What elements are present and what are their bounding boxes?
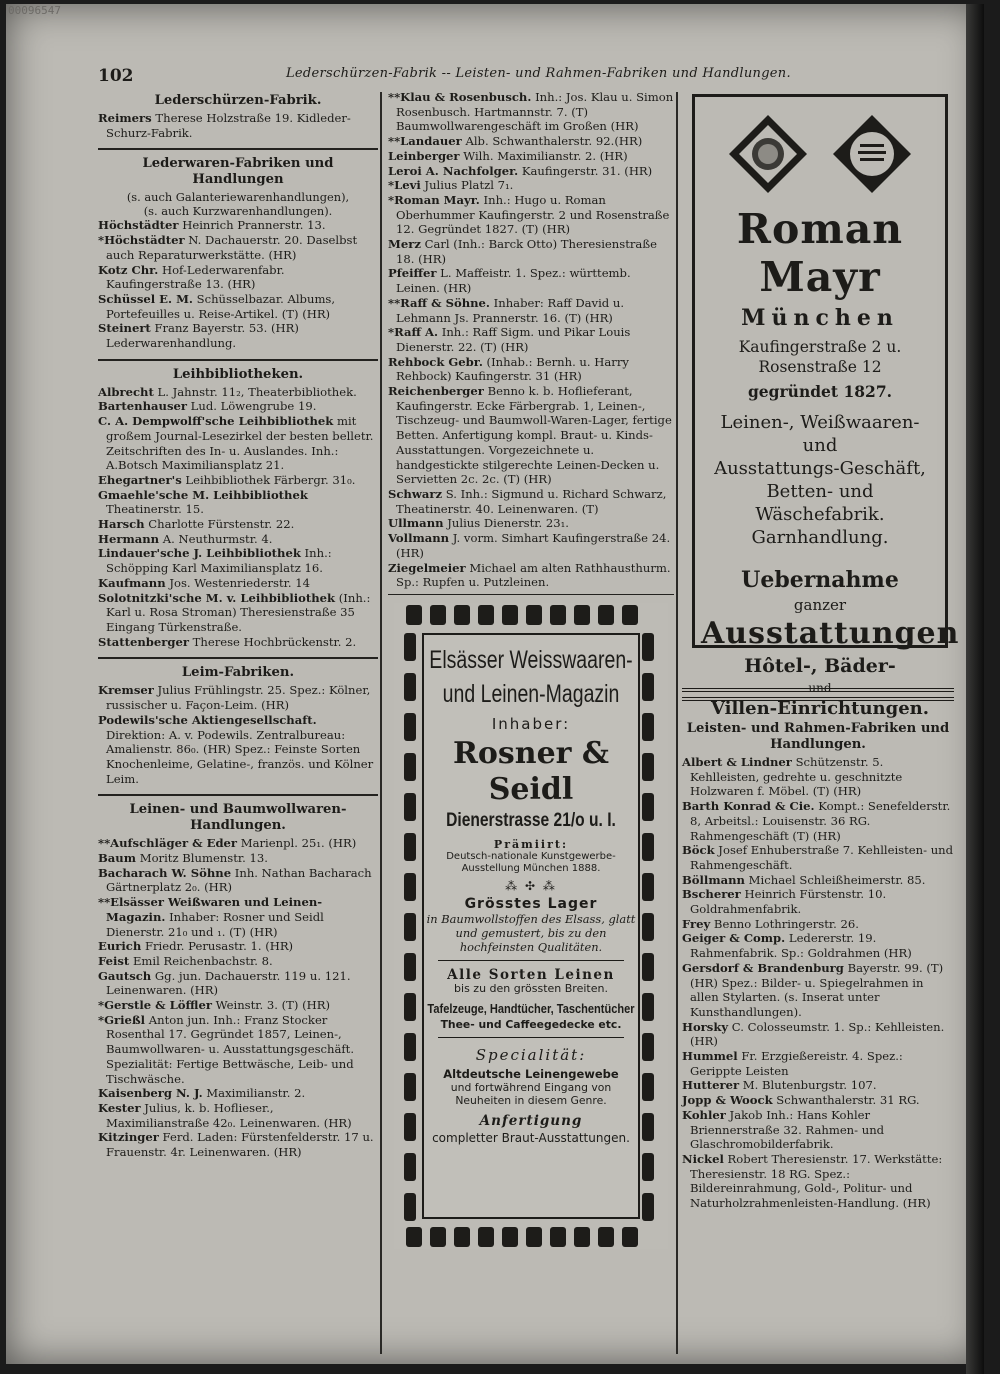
directory-entry [98,713,378,787]
frame-ornament [404,1153,416,1181]
directory-entry [388,134,674,149]
ad-text: Tafelzeuge, Handtücher, Taschentücher [427,1000,635,1016]
ad-text: und [808,681,832,695]
frame-ornament [404,673,416,701]
frame-ornament [642,913,654,941]
directory-entry [682,755,954,799]
entry-name: Pfeiffer [388,266,437,281]
frame-ornament [598,605,614,625]
ad-desc: Ausstattungs-Geschäft, [714,458,926,479]
entry-name: **Landauer [388,134,462,149]
directory-entry [98,111,378,140]
directory-entry [388,237,674,266]
entry-text: L. Maffeistr. 1. Spez.: württemb. Leinen. (HR) [396,266,631,296]
ad-text: Deutsch-nationale Kunstgewerbe- [446,850,616,862]
entry-text: Michael am alten Rathhausthurm. Sp.: Rupfen u. Putzleinen. [396,560,671,590]
directory-entry [682,1049,954,1078]
entry-name: *Levi [388,178,421,193]
directory-entry [388,164,674,179]
directory-entry [98,954,378,969]
directory-entry [98,532,378,547]
entry-name: Kaufmann [98,575,166,590]
frame-ornament [404,753,416,781]
ad-praemiirt: Prämiirt: [493,837,569,851]
entry-text: mit großem Journal-Lesezirkel der besten belletr. Zeitschriften des In- u. Auslandes. Inh.: A.Botsch Maximiliansplatz 21. [106,414,374,473]
entry-text: Julius Dienerstr. 23₁. [443,516,569,531]
entry-name: **Klau & Rosenbusch. [388,90,532,104]
entry-text: Inh. Nathan Bacharach Gärtnerplatz 2₀. (HR) [106,865,372,895]
entry-text: Benno k. b. Hoflieferant, Kaufingerstr. Ecke Färbergrab. 1, Leinen-, Tischzeug- und Baumwoll-Waren-Lager, fertige Betten. Anfertigung kompl. Braut- u. Kinds-Ausstattungen. Vorgezeichnete u. handgestickte stilgerechte Leinen-Decken u. Servietten 2c. 2c. (T) (HR) [396,384,672,487]
directory-entry [682,887,954,916]
entry-name: *Gerstle & Löffler [98,998,212,1013]
entry-name: Merz [388,237,421,252]
entry-text: Julius, k. b. Hoflieser., Maximilianstraße 42₀. Leinenwaren. (HR) [106,1100,352,1130]
medal-icon [727,113,809,195]
section-note: (s. auch Galanteriewarenhandlungen), [126,190,350,205]
entry-name: Leinberger [388,148,460,163]
entry-name: Höchstädter [98,218,179,233]
entry-name: Bscherer [682,887,741,902]
column-rule [676,92,678,1354]
frame-ornament [642,1193,654,1221]
frame-ornament [550,1227,566,1247]
ad-desc: Betten- und Wäschefabrik. [755,481,885,525]
directory-entry [98,233,378,262]
entry-name: Gmaehle'sche M. Leihbibliothek [98,487,308,502]
ad-text: und fortwährend Eingang von Neuheiten in diesem Genre. [450,1080,612,1107]
entry-text: Inh.: Jos. Klau u. Simon Rosenbusch. Hartmannstr. 7. (T) Baumwollwarengeschäft im Großen (HR) [396,90,674,134]
entry-text: M. Blutenburgstr. 107. [739,1078,877,1093]
directory-entry [682,1078,954,1093]
entry-text: Ferd. Laden: Fürstenfelderstr. 17 u. Frauenstr. 4r. Leinenwaren. (HR) [106,1130,374,1160]
directory-entry [388,193,674,237]
entry-text: Friedr. Perusastr. 1. (HR) [141,939,294,954]
frame-ornament [642,953,654,981]
medals [701,113,939,195]
directory-entry [98,998,378,1013]
ad-address: Kaufingerstraße 2 u. Rosenstraße 12 [738,338,902,376]
frame-ornament [622,1227,638,1247]
frame-ornament [404,953,416,981]
entry-name: Frey [682,916,711,931]
section-title: Leihbibliotheken. [172,366,304,382]
directory-entry [98,1086,378,1101]
entry-name: Feist [98,953,130,968]
entry-text: Inh.: Raff Sigm. und Pikar Louis Dienerstr. 22. (T) (HR) [396,325,631,354]
entry-text: Schüsselbazar. Albums, Portefeuilles u. Reise-Artikel. (T) (HR) [106,291,336,321]
frame-ornament [574,605,590,625]
directory-entry [388,516,674,531]
frame-ornament [642,873,654,901]
ad-line: und Leinen-Magazin [442,679,620,708]
entry-text: Kompt.: Senefelderstr. 8, Arbeitsl.: Louisenstr. 36 RG. Rahmengeschäft (T) (HR) [690,799,951,843]
entry-text: Therese Hochbrückenstr. 2. [188,634,357,649]
frame-ornament [642,1113,654,1141]
frame-ornament [526,1227,542,1247]
entry-text: Theatinerstr. 15. [106,502,204,517]
entry-name: Hutterer [682,1078,740,1093]
entry-name: Horsky [682,1019,729,1034]
ad-heading: Alle Sorten Leinen [447,966,615,983]
divider [98,148,378,150]
ad-address: Dienerstrasse 21/o u. I. [446,809,616,831]
ad-heading: Uebernahme [741,567,899,593]
entry-text: Alb. Schwanthalerstr. 92.(HR) [461,134,643,149]
directory-entry [98,292,378,321]
entry-name: Reimers [98,111,152,125]
entry-name: Kotz Chr. [98,262,159,277]
ad-text: in Baumwollstoffen des Elsass, glatt und gemustert, bis zu den hochfeinsten Qualitäten. [426,911,636,954]
frame-ornament [404,793,416,821]
entry-name: Kremser [98,683,154,698]
frame-ornament [622,605,638,625]
frame-ornament [454,605,470,625]
directory-entry [98,1013,378,1087]
entry-name: *Roman Mayr. [388,192,480,207]
directory-entry [98,969,378,998]
frame-ornament [478,1227,494,1247]
frame-ornament [404,1193,416,1221]
frame-ornament [526,605,542,625]
entry-text: Robert Theresienstr. 17. Werkstätte: Theresienstr. 18 RG. Spez.: Bildereinrahmung, Gold-, Politur- und Naturholzrahmenleisten-Handlung. (HR) [690,1151,943,1211]
divider [98,657,378,659]
directory-entry [98,399,378,414]
frame-ornament [642,993,654,1021]
ad-inhaber: Inhaber: [491,714,571,733]
directory-entry [682,1020,954,1049]
ad-text-box [422,633,640,1219]
frame-ornament [550,605,566,625]
divider [98,794,378,796]
ad-text: Thee- und Caffeegedecke etc. [440,1017,622,1031]
directory-entry [388,266,674,295]
frame-ornament [642,1073,654,1101]
section-note: (s. auch Kurzwarenhandlungen). [143,204,333,219]
entry-name: Lindauer'sche J. Leihbibliothek [98,546,301,561]
entry-name: **Elsässer Weißwaren und Leinen-Magazin. [98,895,323,924]
divider [438,960,624,961]
directory-entry [388,355,674,384]
entry-text: Inh.: Hugo u. Roman Oberhummer Kaufingerstr. 2 und Rosenstraße 12. Gegründet 1827. (T) (HR) [396,192,670,237]
entry-name: Steinert [98,321,151,336]
directory-entry [98,321,378,350]
directory-entry [98,683,378,712]
entry-text: Inh.: Schöpping Karl Maximiliansplatz 16. [106,546,332,576]
entry-name: Kitzinger [98,1130,159,1145]
directory-entry [98,576,378,591]
ad-heading: Ausstattungen [701,616,960,651]
ad-text: ganzer [793,596,847,614]
entry-text: S. Inh.: Sigmund u. Richard Schwarz, Theatinerstr. 40. Leinenwaren. (T) [396,486,667,516]
entry-name: Hummel [682,1049,738,1064]
entry-text: Therese Holzstraße 19. Kidleder-Schurz-Fabrik. [106,111,351,140]
directory-entry [98,473,378,488]
ad-text: Altdeutsche Leinengewebe [443,1066,619,1081]
entry-name: Schüssel E. M. [98,291,193,306]
column-2 [388,90,674,1249]
entry-name: Kohler [682,1107,726,1122]
directory-entry [388,296,674,325]
ad-title: Roman Mayr [736,205,904,301]
column-1 [98,90,378,1160]
frame-ornament [642,833,654,861]
entry-name: *Höchstädter [98,233,185,248]
ad-heading: Anfertigung [479,1112,583,1129]
ad-heading: Specialität: [475,1045,587,1064]
directory-entry [98,1130,378,1159]
advertisement-roman-mayr [692,94,960,719]
ad-text: Villen-Einrichtungen. [710,698,930,719]
entry-name: Stattenberger [98,634,189,649]
entry-text: Inhaber: Raff David u. Lehmann Js. Prannerstr. 16. (T) (HR) [396,295,625,325]
frame-ornament [404,873,416,901]
entry-name: Schwarz [388,486,443,501]
directory-entry [682,1152,954,1211]
frame-ornament [404,633,416,661]
section-title: Leisten- und Rahmen-Fabriken und Handlungen. [686,721,950,752]
entry-text: Schwanthalerstr. 31 RG. [772,1093,920,1108]
frame-ornament [454,1227,470,1247]
frame-ornament [574,1227,590,1247]
entry-name: Böck [682,843,715,858]
entry-text: N. Dachauerstr. 20. Daselbst auch Reparaturwerkstätte. (HR) [106,233,358,262]
ad-text: Ausstellung München 1888. [461,862,601,874]
entry-text: Ledererstr. 19. Rahmenfabrik. Sp.: Goldrahmen (HR) [690,931,912,961]
frame-ornament [406,605,422,625]
frame-ornament [430,1227,446,1247]
entry-text: Schützenstr. 5. Kehlleisten, gedrehte u. geschnitzte Holzwaren f. Möbel. (T) (HR) [690,755,903,799]
directory-entry [682,799,954,843]
entry-text: Charlotte Fürstenstr. 22. [144,517,295,532]
section-title: Leim-Fabriken. [181,665,295,681]
ad-heading: Grösstes Lager [464,895,598,912]
entry-text: Fr. Erzgießereistr. 4. Spez.: Gerippte Leisten [690,1049,903,1078]
frame-ornament [598,1227,614,1247]
entry-text: Heinrich Prannerstr. 13. [178,218,326,233]
entry-name: Ullmann [388,516,444,531]
frame-ornament [502,1227,518,1247]
entry-name: Jopp & Woock [682,1093,773,1108]
directory-entry [388,325,674,354]
ad-firm: Rosner & Seidl [452,735,610,807]
frame-ornament [404,713,416,741]
frame-ornament [430,605,446,625]
directory-entry [98,385,378,400]
frame-ornament [404,993,416,1021]
frame-ornament [478,605,494,625]
section-title: Lederschürzen-Fabrik. [154,93,322,108]
entry-name: *Raff A. [388,325,439,340]
entry-name: Bacharach W. Söhne [98,865,232,880]
entry-text: (Inh.: Karl u. Rosa Stroman) Theresienstraße 35 Eingang Türkenstraße. [106,590,371,634]
entry-name: Geiger & Comp. [682,931,786,946]
entry-text: Michael Schleißheimerstr. 85. [744,872,926,887]
entry-name: Albert & Lindner [682,755,792,769]
entry-name: Ehegartner's [98,472,182,487]
ad-founded: gegründet 1827. [747,382,893,401]
directory-entry [388,561,674,590]
ad-desc: Leinen-, Weißwaaren- und [720,412,920,456]
entry-text: Lud. Löwengrube 19. [186,399,317,414]
entry-name: Hermann [98,531,160,546]
entry-name: Rehbock Gebr. [388,354,483,369]
running-header: Lederschürzen-Fabrik -- Leisten- und Rahmen-Fabriken und Handlungen. [286,66,791,81]
page-number: 102 [98,66,134,86]
directory-entry [98,488,378,517]
entry-name: Gautsch [98,968,152,983]
directory-entry [98,1101,378,1130]
section-title: Leinen- und Baumwollwaren-Handlungen. [129,802,347,834]
directory-entry [98,517,378,532]
frame-ornament [502,605,518,625]
entry-name: Gersdorf & Brandenburg [682,960,844,975]
entry-text: Heinrich Fürstenstr. 10. Goldrahmenfabrik. [690,887,887,917]
frame-ornament [642,793,654,821]
directory-entry [98,866,378,895]
directory-entry [98,546,378,575]
entry-text: Direktion: A. v. Podewils. Zentralbureau: Amalienstr. 86₀. (HR) Spez.: Feinste Sorten Knochenleime, Gelatine-, französ. und Kölner Leim. [106,727,374,786]
entry-name: Solotnitzki'sche M. v. Leihbibliothek [98,590,336,605]
ad-text: Hôtel-, Bäder- [744,655,896,677]
entry-name: Vollmann [388,531,450,546]
directory-entry [388,531,674,560]
ad-line: Elsässer Weisswaaren- [429,645,633,674]
directory-entry [682,1108,954,1152]
directory-entry [682,917,954,932]
entry-text: Franz Bayerstr. 53. (HR) Lederwarenhandlung. [106,321,299,351]
frame-ornament [404,913,416,941]
entry-name: **Raff & Söhne. [388,295,490,310]
directory-entry [682,873,954,888]
directory-entry [98,635,378,650]
frame-ornament [404,1073,416,1101]
entry-text: (Inhab.: Bernh. u. Harry Rehbock) Kaufingerstr. 31 (HR) [396,354,629,384]
entry-name: Böllmann [682,872,745,887]
entry-text: Marienpl. 25₁. (HR) [237,836,357,851]
entry-text: Josef Enhuberstraße 7. Kehlleisten- und Rahmengeschäft. [690,843,954,872]
entry-name: Nickel [682,1151,724,1166]
entry-text: Benno Lothringerstr. 26. [710,916,859,931]
entry-text: Jos. Westenriederstr. 14 [165,575,310,590]
entry-text: Weinstr. 3. (T) (HR) [211,998,331,1013]
directory-entry [98,218,378,233]
entry-name: Barth Konrad & Cie. [682,799,815,814]
entry-text: Moritz Blumenstr. 13. [136,851,268,866]
directory-entry [98,414,378,473]
entry-name: Harsch [98,517,145,532]
scan-id: 00096547 [8,4,61,17]
advertisement-elsaesser [394,603,668,1249]
directory-entry [98,895,378,939]
directory-entry [98,591,378,635]
entry-text: Carl (Inh.: Barck Otto) Theresienstraße 18. (HR) [396,237,657,266]
entry-text: C. Colosseumstr. 1. Sp.: Kehlleisten. (HR) [690,1019,945,1049]
frame-ornament [642,1153,654,1181]
column-rule [380,92,382,1354]
entry-name: Reichenberger [388,384,484,399]
frame-ornament [642,753,654,781]
entry-name: Albrecht [98,384,154,399]
ad-text: completter Braut-Ausstattungen. [432,1130,630,1145]
frame-ornament [406,1227,422,1247]
entry-text: Maximilianstr. 2. [202,1086,306,1101]
entry-name: **Aufschläger & Eder [98,836,238,851]
entry-text: L. Jahnstr. 11₂, Theaterbibliothek. [153,384,357,399]
ad-text: bis zu den grössten Breiten. [454,981,608,995]
entry-text: Jakob Inh.: Hans Kohler Briennerstraße 32. Rahmen- und Glaschromobilderfabrik. [690,1107,885,1152]
ad-city: München [741,305,899,331]
entry-name: Kaisenberg N. J. [98,1086,203,1101]
entry-name: Kester [98,1100,141,1115]
directory-entry [388,90,674,134]
entry-text: A. Neuthurmstr. 4. [159,531,273,546]
entry-name: Leroi A. Nachfolger. [388,163,519,178]
directory-entry [98,263,378,292]
section-title: Lederwaren-Fabriken und Handlungen [142,156,334,188]
entry-text: Emil Reichenbachstr. 8. [129,953,273,968]
entry-name: C. A. Dempwolff'sche Leihbibliothek [98,414,334,429]
medal-icon [831,113,913,195]
frame-ornament [642,713,654,741]
directory-entry [682,843,954,872]
book-binding [966,4,984,1374]
directory-entry [98,939,378,954]
book-page [6,4,984,1364]
entry-text: J. vorm. Simhart Kaufingerstraße 24. (HR) [396,531,671,560]
divider [98,359,378,361]
entry-text: Wilh. Maximilianstr. 2. (HR) [459,148,628,163]
entry-name: Baum [98,851,137,866]
directory-entry [388,487,674,516]
directory-entry [98,836,378,851]
divider [438,1037,624,1038]
frame-ornament [404,833,416,861]
directory-entry [682,961,954,1020]
entry-name: Eurich [98,939,142,954]
entry-text: Bayerstr. 99. (T) (HR) Spez.: Bilder- u. Spiegelrahmen in allen Stylarten. (s. Inserat unter Kunsthandlungen). [690,960,944,1019]
entry-text: Kaufingerstr. 31. (HR) [518,163,653,178]
directory-entry [388,384,674,487]
directory-entry [682,931,954,960]
entry-text: Gg. jun. Dachauerstr. 119 u. 121. Leinenwaren. (HR) [106,968,351,998]
directory-entry [388,149,674,164]
entry-text: Julius Platzl 7₁. [420,178,514,193]
frame-ornament [404,1033,416,1061]
directory-entry [98,851,378,866]
entry-text: Leihbibliothek Färbergr. 31₀. [181,472,356,487]
divider [388,594,674,595]
entry-text: Inhaber: Rosner und Seidl Dienerstr. 21₀ und ₁. (T) (HR) [106,909,324,939]
entry-text: Anton jun. Inh.: Franz Stocker Rosenthal 17. Gegründet 1857, Leinen-, Baumwollwaren- u. Ausstattungsgeschäft. Spezialität: Fertige Bettwäsche, Leib- und Tischwäsche. [106,1012,355,1086]
column-3 [682,90,960,1211]
ad-desc: Garnhandlung. [751,527,889,548]
entry-text: Hof-Lederwarenfabr. Kaufingerstraße 13. (HR) [106,262,285,292]
entry-text: Julius Frühlingstr. 25. Spez.: Kölner, russischer u. Façon-Leim. (HR) [106,683,371,713]
frame-ornament [642,1033,654,1061]
entry-name: *Grießl [98,1012,146,1027]
frame-ornament [404,1113,416,1141]
entry-name: Podewils'sche Aktiengesellschaft. [98,712,317,727]
directory-entry [388,178,674,193]
ornament-icon: ⁂ ✣ ⁂ [505,878,557,893]
directory-entry [682,1093,954,1108]
entry-name: Ziegelmeier [388,560,466,575]
entry-name: Bartenhauser [98,399,187,414]
